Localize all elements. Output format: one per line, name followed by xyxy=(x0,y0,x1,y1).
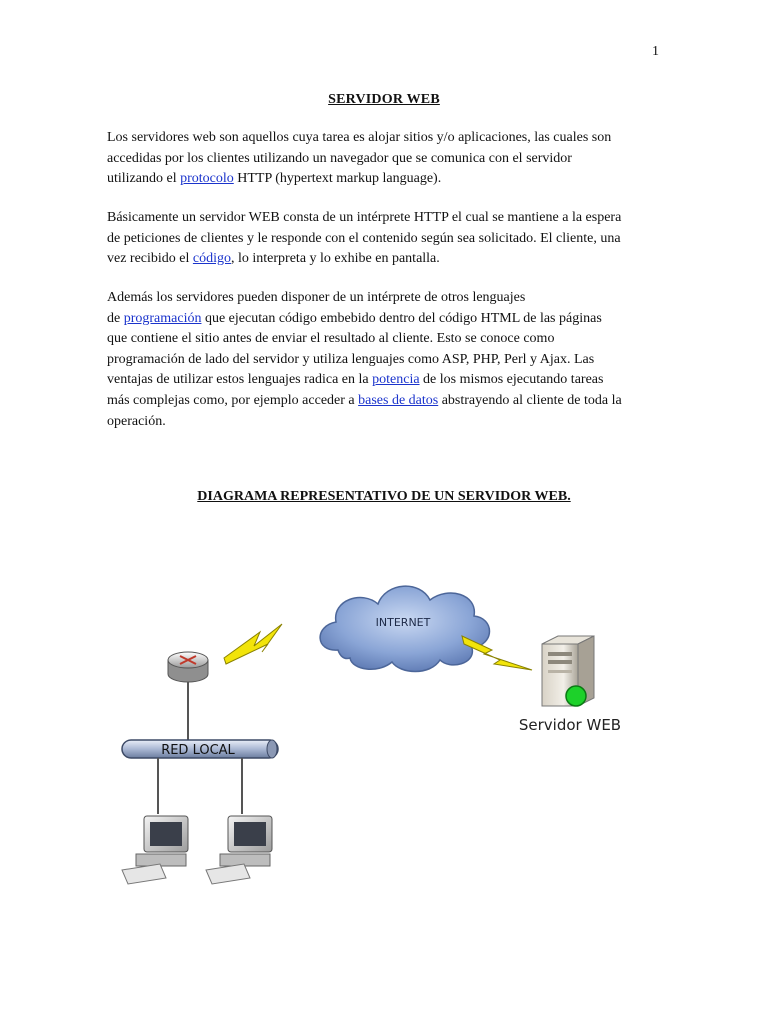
lan-bar xyxy=(122,740,278,758)
page-number: 1 xyxy=(652,44,659,59)
server-status-led xyxy=(566,686,586,706)
diagram-title: DIAGRAMA REPRESENTATIVO DE UN SERVIDOR WEB. xyxy=(197,489,571,504)
paragraph-line xyxy=(107,370,667,391)
text-segment: HTTP (hypertext markup language). xyxy=(233,171,442,187)
client-computer-icon xyxy=(122,816,188,884)
web-server-icon xyxy=(542,636,594,706)
paragraph-line: Básicamente un servidor WEB consta de un intérprete HTTP el cual se mantiene a la espera xyxy=(107,210,622,225)
paragraph-line: Los servidores web son aquellos cuya tarea es alojar sitios y/o aplicaciones, las cuales son xyxy=(107,130,612,145)
page-title: SERVIDOR WEB xyxy=(328,92,440,107)
paragraph-line xyxy=(107,391,667,412)
web-server-diagram xyxy=(100,560,660,900)
paragraph-interpreter xyxy=(107,208,667,270)
text-segment: más complejas como, por ejemplo acceder a xyxy=(107,392,359,408)
link-programacion[interactable]: programación xyxy=(123,310,202,326)
text-segment: de los mismos ejecutando tareas xyxy=(419,372,604,388)
text-segment: vez recibido el xyxy=(107,251,193,267)
text-segment: ventajas de utilizar estos lenguajes radica en la xyxy=(107,372,373,388)
paragraph-line: programación de lado del servidor y utiliza lenguajes como ASP, PHP, Perl y Ajax. Las xyxy=(107,351,595,367)
paragraph-line xyxy=(107,169,667,190)
text-segment: , lo interpreta y lo exhibe en pantalla. xyxy=(231,251,440,267)
lan-label: RED LOCAL xyxy=(161,743,235,758)
paragraph-line: Además los servidores pueden disponer de un intérprete de otros lenguajes xyxy=(107,290,526,305)
internet-cloud-icon xyxy=(320,586,489,671)
text-segment: de xyxy=(107,310,124,326)
paragraph-languages xyxy=(107,288,667,432)
client-computer-icon xyxy=(206,816,272,884)
paragraph-line: accedidas por los clientes utilizando un navegador que se comunica con el servidor xyxy=(107,150,572,166)
paragraph-line: de peticiones de clientes y le responde con el contenido según sea solicitado. El cliente, una xyxy=(107,230,621,246)
cloud-label: INTERNET xyxy=(375,616,431,629)
lightning-left-icon xyxy=(224,624,282,664)
paragraph-intro xyxy=(107,128,667,190)
text-segment: utilizando el xyxy=(107,171,181,187)
paragraph-line: operación. xyxy=(107,413,166,429)
link-codigo[interactable]: código xyxy=(192,251,232,267)
paragraph-line: que contiene el sitio antes de enviar el resultado al cliente. Esto se conoce como xyxy=(107,331,555,347)
paragraph-line xyxy=(107,249,667,270)
router-icon xyxy=(168,652,208,682)
paragraph-line xyxy=(107,309,667,330)
link-potencia[interactable]: potencia xyxy=(372,372,420,388)
text-segment: abstrayendo al cliente de toda la xyxy=(438,392,622,408)
server-label: Servidor WEB xyxy=(518,716,622,734)
link-bases-de-datos[interactable]: bases de datos xyxy=(358,392,439,408)
text-segment: que ejecutan código embebido dentro del código HTML de las páginas xyxy=(201,310,602,326)
link-protocolo[interactable]: protocolo xyxy=(180,171,234,187)
